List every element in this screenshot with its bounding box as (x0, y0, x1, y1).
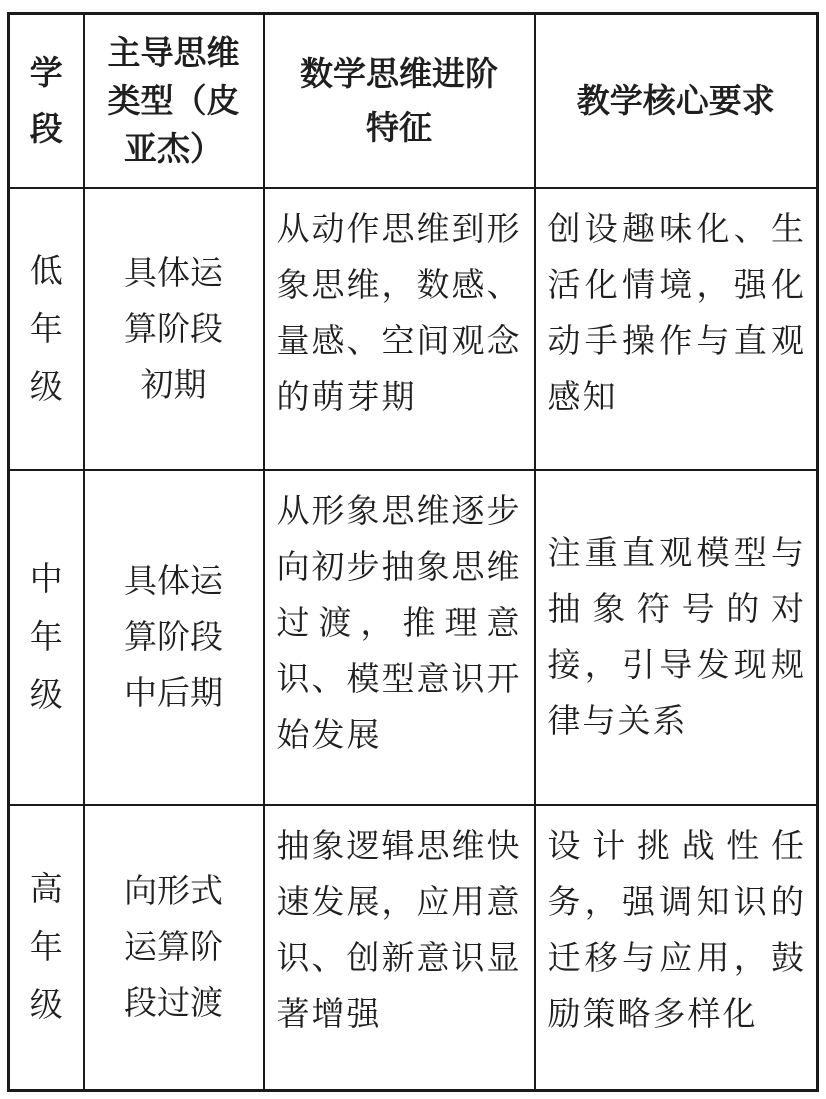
table-row-low-grade (9, 188, 818, 470)
header-stage-cell (9, 14, 84, 188)
stage-cell (9, 470, 84, 805)
header-stage-label: 学段 (29, 52, 63, 148)
stage-label: 低年级 (29, 250, 63, 406)
table-row-high-grade (9, 805, 818, 1091)
header-requirement-label: 教学核心要求 (576, 80, 775, 120)
feature-cell (264, 188, 535, 470)
requirement-cell (535, 805, 818, 1091)
thinking-type-cell (84, 805, 264, 1091)
header-requirement-cell (535, 14, 818, 188)
comparison-table-wrapper (7, 12, 816, 1089)
requirement-cell (535, 188, 818, 470)
thinking-type-label: 具体运算阶段初期 (124, 252, 223, 404)
table-row-middle-grade (9, 470, 818, 805)
requirement-text: 创设趣味化、生活化情境，强化动手操作与直观感知 (547, 208, 806, 416)
header-feature-cell (264, 14, 535, 188)
requirement-cell (535, 470, 818, 805)
header-type-cell (84, 14, 264, 188)
header-type-label: 主导思维类型（皮亚杰） (107, 32, 240, 168)
thinking-type-cell (84, 188, 264, 470)
feature-cell (264, 470, 535, 805)
feature-text: 抽象逻辑思维快速发展，应用意识、创新意识显著增强 (276, 825, 522, 1033)
stage-cell (9, 188, 84, 470)
thinking-type-label: 具体运算阶段中后期 (124, 561, 223, 712)
stage-label: 高年级 (29, 869, 63, 1025)
stage-label: 中年级 (29, 559, 63, 714)
header-row (9, 14, 818, 188)
stage-cell (9, 805, 84, 1091)
requirement-text: 注重直观模型与抽象符号的对接，引导发现规律与关系 (547, 533, 806, 740)
thinking-type-cell (84, 470, 264, 805)
thinking-type-label: 向形式运算阶段过渡 (124, 871, 223, 1023)
feature-cell (264, 805, 535, 1091)
feature-text: 从动作思维到形象思维，数感、量感、空间观念的萌芽期 (276, 208, 522, 416)
feature-text: 从形象思维逐步向初步抽象思维过渡，推理意识、模型意识开始发展 (276, 490, 522, 754)
header-feature-label: 数学思维进阶特征 (300, 53, 498, 147)
stage-comparison-table (7, 12, 819, 1092)
requirement-text: 设计挑战性任务，强调知识的迁移与应用，鼓励策略多样化 (547, 825, 806, 1033)
